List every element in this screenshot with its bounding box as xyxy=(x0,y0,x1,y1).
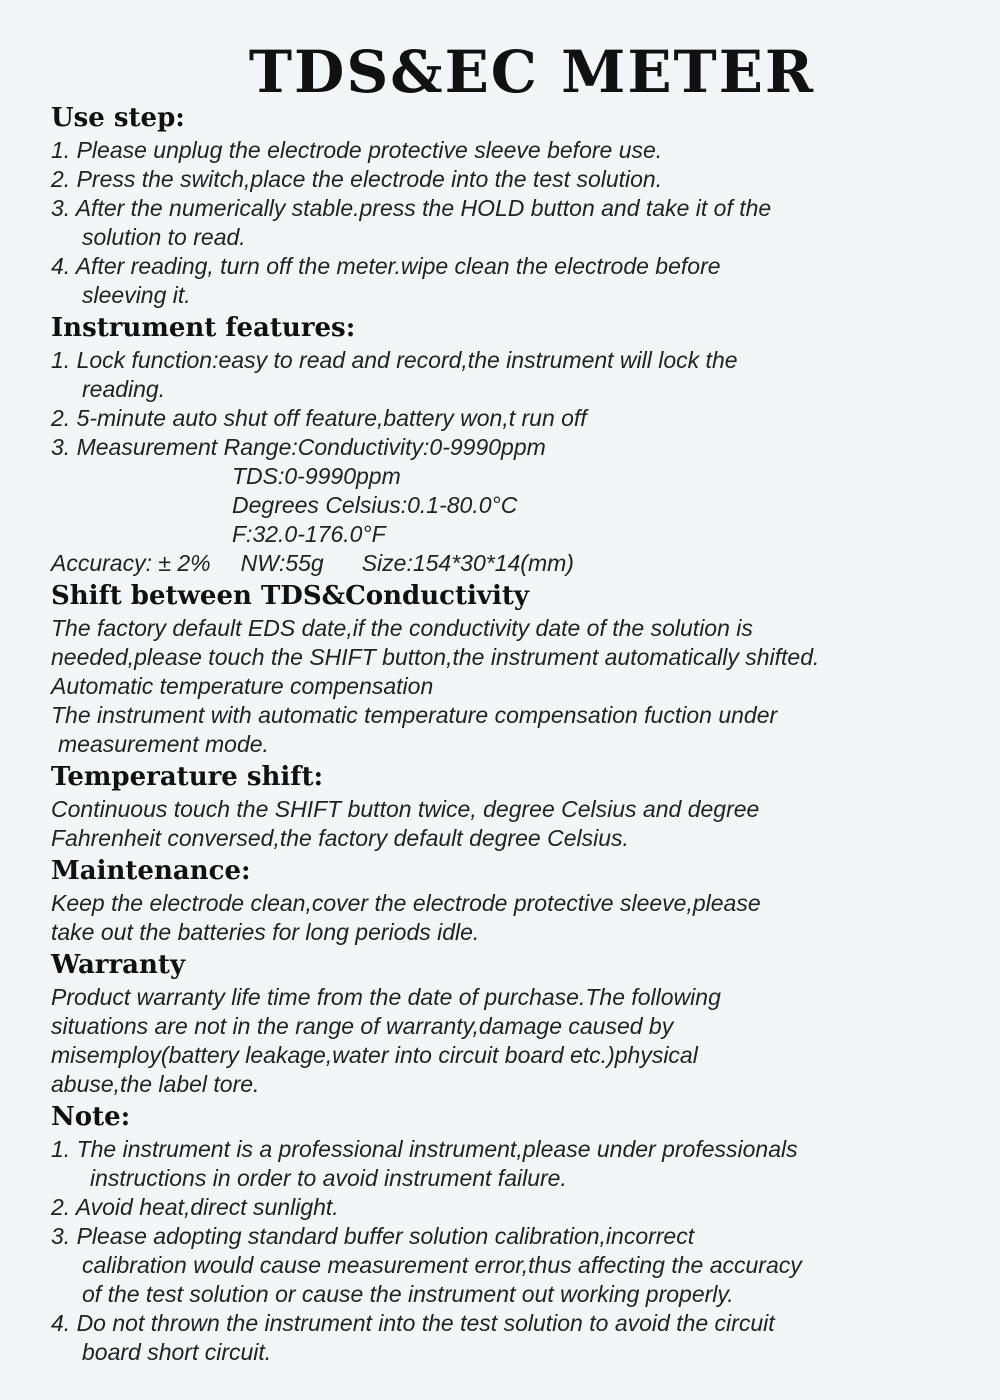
use-step-line-4-cont: sleeving it. xyxy=(82,282,191,308)
warranty-heading: Warranty xyxy=(51,950,186,980)
temperature-heading: Temperature shift: xyxy=(51,762,324,792)
note-line-4-cont: board short circuit. xyxy=(82,1339,272,1365)
range-tds: TDS:0-9990ppm xyxy=(232,463,401,489)
note-line-3: 3. Please adopting standard buffer solution calibration,incorrect xyxy=(51,1223,695,1249)
features-line-2: 2. 5-minute auto shut off feature,battery won,t run off xyxy=(51,405,587,431)
note-line-1-cont: instructions in order to avoid instrument failure. xyxy=(90,1165,567,1191)
note-line-4: 4. Do not thrown the instrument into the test solution to avoid the circuit xyxy=(51,1310,775,1336)
temperature-line-1: Continuous touch the SHIFT button twice, degree Celsius and degree xyxy=(51,796,760,822)
shift-line-1: The factory default EDS date,if the conductivity date of the solution is xyxy=(51,615,753,641)
warranty-line-3: misemploy(battery leakage,water into circuit board etc.)physical xyxy=(51,1042,698,1068)
manual-content xyxy=(51,100,971,1367)
warranty-line-4: abuse,the label tore. xyxy=(51,1071,260,1097)
shift-line-3: Automatic temperature compensation xyxy=(51,673,434,699)
maintenance-line-1: Keep the electrode clean,cover the electrode protective sleeve,please xyxy=(51,890,761,916)
accuracy-value: Accuracy: ± 2% xyxy=(51,550,211,576)
note-section xyxy=(51,1099,971,1367)
shift-section xyxy=(51,578,971,759)
features-line-3: 3. Measurement Range:Conductivity:0-9990ppm xyxy=(51,434,546,460)
spec-row xyxy=(51,549,971,578)
note-line-3-cont-2: of the test solution or cause the instrument out working properly. xyxy=(82,1281,734,1307)
size-value: Size:154*30*14(mm) xyxy=(361,550,574,576)
note-line-3-cont-1: calibration would cause measurement error,thus affecting the accuracy xyxy=(82,1252,802,1278)
use-step-line-4: 4. After reading, turn off the meter.wipe clean the electrode before xyxy=(51,253,721,279)
range-celsius: Degrees Celsius:0.1-80.0°C xyxy=(232,492,518,518)
note-line-2: 2. Avoid heat,direct sunlight. xyxy=(51,1194,339,1220)
maintenance-line-2: take out the batteries for long periods idle. xyxy=(51,919,480,945)
temperature-section xyxy=(51,759,971,853)
page-title: TDS&EC METER xyxy=(248,38,816,106)
range-fahrenheit: F:32.0-176.0°F xyxy=(232,521,386,547)
note-heading: Note: xyxy=(51,1102,131,1132)
weight-value: NW:55g xyxy=(240,550,324,576)
maintenance-heading: Maintenance: xyxy=(51,856,251,886)
warranty-line-2: situations are not in the range of warranty,damage caused by xyxy=(51,1013,674,1039)
use-step-section xyxy=(51,100,971,310)
warranty-line-1: Product warranty life time from the date of purchase.The following xyxy=(51,984,721,1010)
use-step-line-2: 2. Press the switch,place the electrode into the test solution. xyxy=(51,166,663,192)
use-step-line-3: 3. After the numerically stable.press the HOLD button and take it of the xyxy=(51,195,772,221)
shift-heading: Shift between TDS&Conductivity xyxy=(51,581,529,611)
warranty-section xyxy=(51,947,971,1099)
shift-line-5: measurement mode. xyxy=(58,731,269,757)
shift-line-4: The instrument with automatic temperature compensation fuction under xyxy=(51,702,778,728)
features-section xyxy=(51,310,971,578)
temperature-line-2: Fahrenheit conversed,the factory default degree Celsius. xyxy=(51,825,629,851)
features-line-1: 1. Lock function:easy to read and record,the instrument will lock the xyxy=(51,347,738,373)
shift-line-2: needed,please touch the SHIFT button,the instrument automatically shifted. xyxy=(51,644,820,670)
use-step-heading: Use step: xyxy=(51,103,185,133)
use-step-line-1: 1. Please unplug the electrode protective sleeve before use. xyxy=(51,137,663,163)
features-line-1-cont: reading. xyxy=(82,376,166,402)
features-heading: Instrument features: xyxy=(51,313,356,343)
use-step-line-3-cont: solution to read. xyxy=(82,224,246,250)
maintenance-section xyxy=(51,853,971,947)
note-line-1: 1. The instrument is a professional instrument,please under professionals xyxy=(51,1136,798,1162)
